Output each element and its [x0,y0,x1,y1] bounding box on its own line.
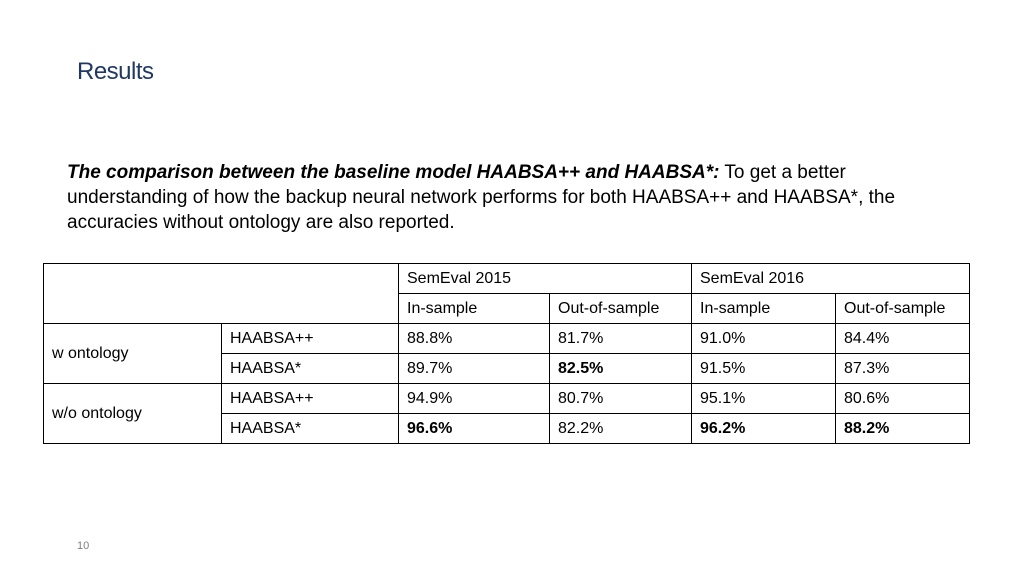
intro-paragraph [67,160,947,235]
table-cell: 81.7% [550,324,692,354]
model-label: HAABSA++ [222,384,399,414]
table-row [44,324,970,354]
slide-title: Results [77,58,154,85]
group-label-wo-ontology: w/o ontology [44,384,222,444]
table-row [44,384,970,414]
table-cell-best: 88.2% [836,414,970,444]
group-label-w-ontology: w ontology [44,324,222,384]
empty-corner-cell [44,264,399,324]
table-cell-best: 82.5% [550,354,692,384]
results-table [43,263,970,444]
subheader-2015-in-sample: In-sample [399,294,550,324]
subheader-2016-out-of-sample: Out-of-sample [836,294,970,324]
dataset-header-semeval-2016: SemEval 2016 [692,264,970,294]
table-cell: 84.4% [836,324,970,354]
subheader-2016-in-sample: In-sample [692,294,836,324]
model-label: HAABSA++ [222,324,399,354]
table-cell: 80.7% [550,384,692,414]
intro-text: To get a better understanding of how the backup neural network performs for both HAABSA++ and HAABSA*, the accuracies without ontology are also reported. [67,162,896,233]
model-label: HAABSA* [222,354,399,384]
table-header-row [44,264,970,294]
table-cell: 87.3% [836,354,970,384]
table-cell: 88.8% [399,324,550,354]
table-cell: 91.0% [692,324,836,354]
dataset-header-semeval-2015: SemEval 2015 [399,264,692,294]
table-cell: 91.5% [692,354,836,384]
model-label: HAABSA* [222,414,399,444]
intro-lead: The comparison between the baseline model HAABSA++ and HAABSA*: [67,162,720,183]
subheader-2015-out-of-sample: Out-of-sample [550,294,692,324]
table-cell: 80.6% [836,384,970,414]
table-cell: 94.9% [399,384,550,414]
table-cell: 89.7% [399,354,550,384]
page-number: 10 [77,540,90,552]
table-cell: 95.1% [692,384,836,414]
table-cell: 82.2% [550,414,692,444]
table-cell-best: 96.6% [399,414,550,444]
table-cell-best: 96.2% [692,414,836,444]
